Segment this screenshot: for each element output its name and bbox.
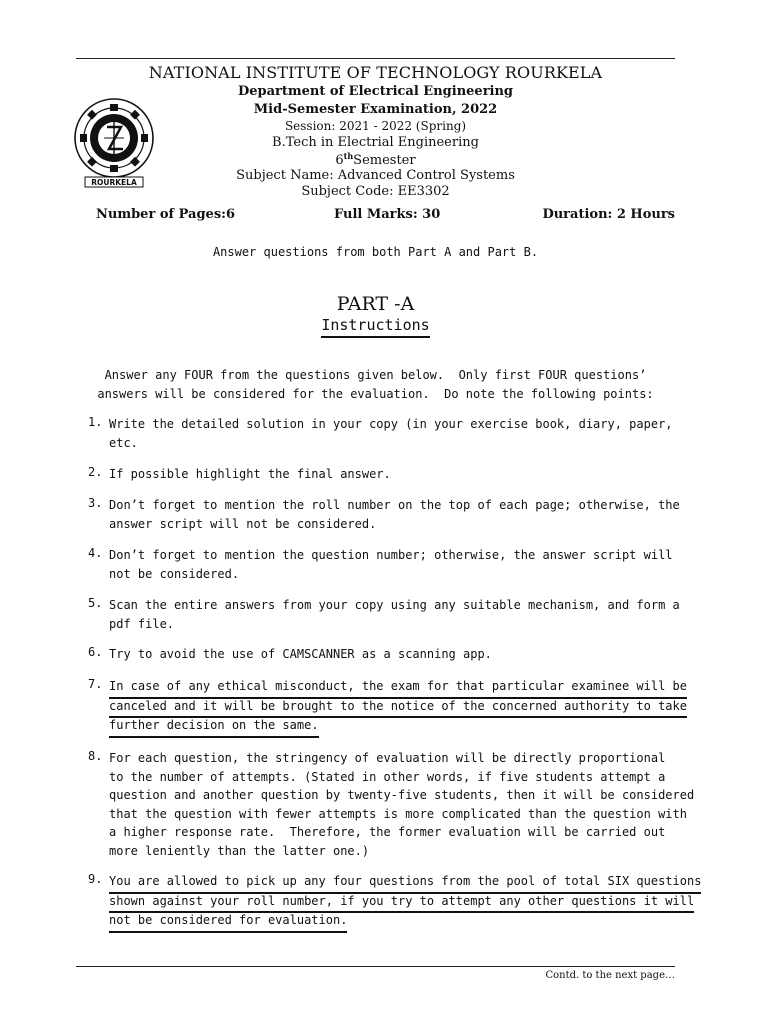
item-line: question and another question by twenty-five students, then it will be considered xyxy=(109,788,695,802)
full-marks: Full Marks: 30 xyxy=(334,207,441,222)
item-line: pdf file. xyxy=(109,616,175,631)
instruction-item-2 xyxy=(88,465,680,484)
part-title: PART -A xyxy=(336,293,415,315)
top-rule xyxy=(76,58,675,59)
item-line-underlined: further decision on the same. xyxy=(109,716,319,738)
item-line: Try to avoid the use of CAMSCANNER as a scanning app. xyxy=(109,647,492,661)
semester-suffix: th xyxy=(343,151,354,161)
item-line-underlined: You are allowed to pick up any four questions from the pool of total SIX questions xyxy=(109,872,701,894)
department: Department of Electrical Engineering xyxy=(237,84,514,99)
item-line: etc. xyxy=(109,435,138,450)
item-number: 8. xyxy=(88,749,103,763)
duration: Duration: 2 Hours xyxy=(542,207,675,222)
intro-paragraph xyxy=(76,366,675,403)
instruction-item-9 xyxy=(88,872,702,931)
exam-title: Mid-Semester Examination, 2022 xyxy=(253,102,498,117)
item-number: 1. xyxy=(88,415,103,429)
item-line-underlined: shown against your roll number, if you try to attempt any other questions it will xyxy=(109,892,694,914)
intro-line: Answer any FOUR from the questions given below. Only first FOUR questions’ xyxy=(104,368,647,382)
item-line: a higher response rate. Therefore, the former evaluation will be carried out xyxy=(109,825,666,839)
semester-number: 6 xyxy=(335,153,344,168)
logo-text: ROURKELA xyxy=(91,178,137,187)
instruction-item-1 xyxy=(88,415,680,452)
item-line: Don’t forget to mention the roll number on the top of each page; otherwise, the xyxy=(109,498,680,512)
institute-name: NATIONAL INSTITUTE OF TECHNOLOGY ROURKELA xyxy=(148,63,603,82)
item-line: For each question, the stringency of evaluation will be directly proportional xyxy=(109,751,666,765)
instruction-item-3 xyxy=(88,496,680,533)
program: B.Tech in Electrial Engineering xyxy=(272,135,479,150)
item-line: not be considered. xyxy=(109,566,240,581)
item-line-underlined: canceled and it will be brought to the notice of the concerned authority to take xyxy=(109,697,687,719)
bottom-rule xyxy=(76,966,675,967)
item-line: If possible highlight the final answer. xyxy=(109,467,391,481)
item-line: Write the detailed solution in your copy (in your exercise book, diary, paper, xyxy=(109,417,673,431)
semester-word: Semester xyxy=(353,153,416,168)
item-line: Don’t forget to mention the question number; otherwise, the answer script will xyxy=(109,548,673,562)
item-line: that the question with fewer attempts is more complicated than the question with xyxy=(109,806,687,821)
subject-code: Subject Code: EE3302 xyxy=(301,184,450,199)
answer-both-parts-note: Answer questions from both Part A and Part B. xyxy=(212,245,539,259)
item-number: 2. xyxy=(88,465,103,479)
item-line: answer script will not be considered. xyxy=(109,516,377,531)
instruction-item-7 xyxy=(88,677,687,736)
intro-line: answers will be considered for the evaluation. Do note the following points: xyxy=(97,386,654,401)
instruction-item-5 xyxy=(88,596,680,633)
item-number: 7. xyxy=(88,677,103,691)
item-number: 3. xyxy=(88,496,103,510)
item-number: 6. xyxy=(88,645,103,659)
session: Session: 2021 - 2022 (Spring) xyxy=(284,119,467,133)
instructions-title: Instructions xyxy=(321,316,429,338)
item-line: Scan the entire answers from your copy using any suitable mechanism, and form a xyxy=(109,598,680,612)
item-number: 4. xyxy=(88,546,103,560)
item-line: more leniently than the latter one.) xyxy=(109,843,370,858)
item-number: 5. xyxy=(88,596,103,610)
number-of-pages: Number of Pages:6 xyxy=(96,207,235,222)
item-line-underlined: In case of any ethical misconduct, the exam for that particular examinee will be xyxy=(109,677,687,699)
item-number: 9. xyxy=(88,872,103,886)
item-line: to the number of attempts. (Stated in other words, if five students attempt a xyxy=(109,769,666,784)
instruction-item-6 xyxy=(88,645,680,664)
instructions-heading xyxy=(76,315,675,338)
instruction-item-4 xyxy=(88,546,680,583)
item-line-underlined: not be considered for evaluation. xyxy=(109,911,347,933)
instruction-item-8 xyxy=(88,749,695,860)
subject-name: Subject Name: Advanced Control Systems xyxy=(236,168,515,183)
semester xyxy=(76,152,675,167)
continued-footer: Contd. to the next page… xyxy=(545,970,675,981)
